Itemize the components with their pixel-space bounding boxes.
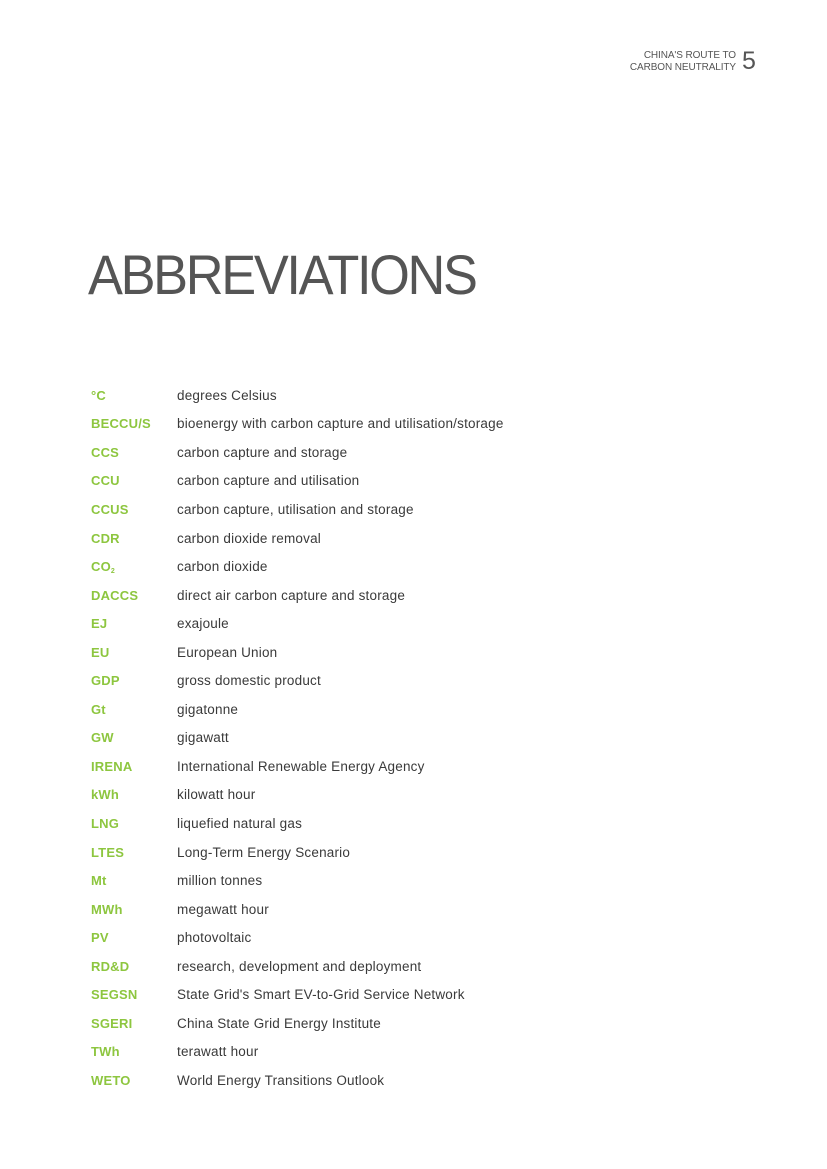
abbreviation-term-subscript: 2	[110, 567, 115, 575]
abbreviation-row	[91, 866, 731, 895]
abbreviation-definition: direct air carbon capture and storage	[177, 587, 406, 603]
abbreviation-term	[91, 673, 177, 688]
abbreviation-term	[91, 645, 177, 660]
running-header-line-2: CARBON NEUTRALITY	[629, 62, 736, 73]
abbreviation-term-text: DACCS	[91, 587, 139, 603]
abbreviation-term	[91, 873, 177, 888]
abbreviation-row	[91, 752, 731, 781]
abbreviation-definition: carbon dioxide	[177, 559, 268, 575]
abbreviation-term	[91, 816, 177, 831]
abbreviation-definition: Long-Term Energy Scenario	[177, 844, 351, 860]
abbreviation-term	[91, 531, 177, 546]
abbreviation-row	[91, 552, 731, 581]
abbreviation-row	[91, 381, 731, 410]
abbreviation-row	[91, 1038, 731, 1067]
abbreviation-term	[91, 445, 177, 460]
abbreviation-row	[91, 438, 731, 467]
abbreviation-term	[91, 1073, 177, 1088]
abbreviation-term-text: CDR	[91, 530, 120, 546]
abbreviation-term-text: IRENA	[91, 758, 133, 774]
abbreviation-definition: carbon dioxide removal	[177, 530, 321, 546]
abbreviation-term	[91, 559, 177, 575]
running-header-line-1: CHINA'S ROUTE TO	[643, 50, 736, 61]
abbreviation-term	[91, 1016, 177, 1031]
abbreviation-row	[91, 638, 731, 667]
abbreviation-definition: liquefied natural gas	[177, 815, 303, 831]
abbreviation-term	[91, 588, 177, 603]
abbreviation-term-text: °C	[91, 387, 106, 403]
abbreviation-row	[91, 980, 731, 1009]
abbreviation-definition: carbon capture, utilisation and storage	[177, 501, 414, 517]
abbreviation-definition: carbon capture and storage	[177, 444, 348, 460]
abbreviation-row	[91, 809, 731, 838]
abbreviation-term-text: RD&D	[91, 958, 130, 974]
abbreviation-term	[91, 616, 177, 631]
abbreviation-term-text: MWh	[91, 901, 123, 917]
abbreviation-row	[91, 1066, 731, 1095]
abbreviation-term	[91, 902, 177, 917]
abbreviation-definition: China State Grid Energy Institute	[177, 1015, 381, 1031]
abbreviation-row	[91, 724, 731, 753]
abbreviation-term-text: BECCU/S	[91, 416, 151, 432]
abbreviation-term	[91, 787, 177, 802]
abbreviation-term	[91, 930, 177, 945]
running-header	[630, 50, 736, 74]
abbreviation-term-text: CCUS	[91, 501, 129, 517]
abbreviation-term	[91, 987, 177, 1002]
abbreviation-row	[91, 410, 731, 439]
abbreviation-row	[91, 467, 731, 496]
abbreviation-term-text: CO	[91, 558, 111, 574]
abbreviation-row	[91, 524, 731, 553]
abbreviation-row	[91, 495, 731, 524]
abbreviation-term-text: EU	[91, 644, 110, 660]
abbreviation-term	[91, 473, 177, 488]
abbreviation-definition: exajoule	[177, 616, 229, 632]
abbreviation-term-text: Gt	[91, 701, 106, 717]
abbreviation-list	[91, 381, 731, 1095]
abbreviation-term	[91, 702, 177, 717]
abbreviation-row	[91, 1009, 731, 1038]
abbreviation-definition: World Energy Transitions Outlook	[177, 1072, 385, 1088]
abbreviation-definition: photovoltaic	[177, 930, 252, 946]
abbreviation-row	[91, 895, 731, 924]
abbreviation-definition: gigatonne	[177, 701, 239, 717]
abbreviation-term-text: PV	[91, 930, 109, 946]
abbreviation-definition: gross domestic product	[177, 673, 321, 689]
abbreviation-term	[91, 388, 177, 403]
abbreviation-term-text: GW	[91, 730, 114, 746]
abbreviation-term	[91, 845, 177, 860]
abbreviation-term	[91, 416, 177, 431]
abbreviation-term	[91, 730, 177, 745]
abbreviation-term-text: SEGSN	[91, 987, 138, 1003]
abbreviation-definition: State Grid's Smart EV-to-Grid Service Network	[177, 987, 465, 1003]
abbreviation-term	[91, 1044, 177, 1059]
page-number: 5	[742, 47, 756, 75]
abbreviation-definition: carbon capture and utilisation	[177, 473, 360, 489]
abbreviation-term-text: CCU	[91, 473, 120, 489]
abbreviation-definition: kilowatt hour	[177, 787, 256, 803]
abbreviation-definition: bioenergy with carbon capture and utilisation/storage	[177, 416, 504, 432]
abbreviation-term-text: LTES	[91, 844, 125, 860]
abbreviation-term-text: LNG	[91, 815, 120, 831]
abbreviation-term	[91, 502, 177, 517]
abbreviation-definition: research, development and deployment	[177, 958, 422, 974]
abbreviation-term-text: kWh	[91, 787, 120, 803]
abbreviation-definition: European Union	[177, 644, 278, 660]
abbreviation-row	[91, 581, 731, 610]
abbreviation-row	[91, 838, 731, 867]
abbreviation-definition: megawatt hour	[177, 901, 269, 917]
abbreviation-term-text: TWh	[91, 1044, 120, 1060]
abbreviation-term	[91, 759, 177, 774]
abbreviation-term	[91, 959, 177, 974]
abbreviation-row	[91, 781, 731, 810]
abbreviation-definition: terawatt hour	[177, 1044, 259, 1060]
page-title: ABBREVIATIONS	[88, 243, 476, 306]
abbreviation-term-text: CCS	[91, 444, 120, 460]
abbreviation-definition: degrees Celsius	[177, 387, 277, 403]
abbreviation-term-text: WETO	[91, 1072, 131, 1088]
abbreviation-term-text: Mt	[91, 873, 107, 889]
abbreviation-row	[91, 923, 731, 952]
abbreviation-term-text: GDP	[91, 673, 120, 689]
abbreviation-term-text: EJ	[91, 616, 108, 632]
abbreviation-row	[91, 609, 731, 638]
abbreviation-row	[91, 695, 731, 724]
abbreviation-term-text: SGERI	[91, 1015, 133, 1031]
abbreviation-row	[91, 952, 731, 981]
abbreviation-definition: million tonnes	[177, 873, 263, 889]
abbreviation-row	[91, 666, 731, 695]
abbreviation-definition: International Renewable Energy Agency	[177, 758, 425, 774]
abbreviation-definition: gigawatt	[177, 730, 229, 746]
